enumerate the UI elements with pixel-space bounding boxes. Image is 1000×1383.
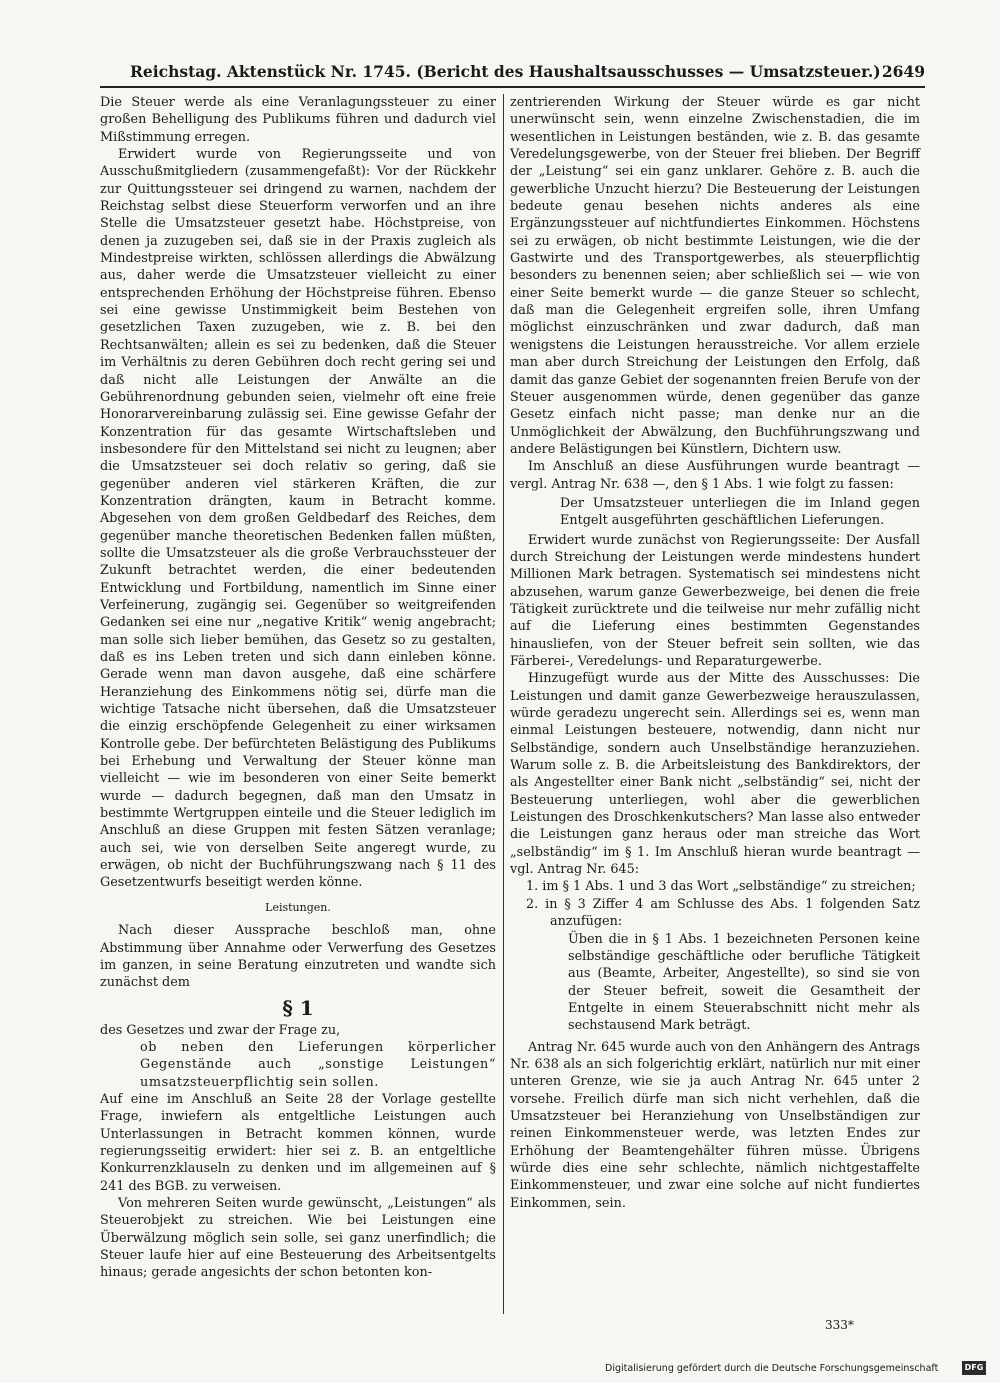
- page-number: 2649: [881, 62, 925, 81]
- left-column: [100, 94, 496, 1282]
- paragraph: zentrierenden Wirkung der Steuer würde es gar nicht unerwünscht sein, wenn einzelne Zwischenstadien, die im wesentlichen in Leistungen beständen, wie z. B. das gesamte Veredelungsgewerbe, von der Steuer frei blieben. Der Begriff der „Leistung“ sei ein ganz unklarer. Gehöre z. B. auch die gewerbliche Unzucht hierzu? Die Besteuerung der Leistungen bedeute genau besehen nichts anderes als eine Ergänzungssteuer auf nichtfundiertes Einkommen. Höchstens sei zu erwägen, ob nicht bestimmte Leistungen, wie die der Gastwirte und des Transportgewerbes, als steuerpflichtig besonders zu benennen seien; aber schließlich sei — wie von einer Seite bemerkt wurde — die ganze Steuer so schlecht, daß man die Gelegenheit ergreifen solle, ihren Umfang möglichst einzuschränken und zwar dadurch, daß man wenigstens die Leistungen herausstreiche. Vor allem erziele man aber durch Streichung der Leistungen den Erfolg, daß damit das ganze Gebiet der sogenannten freien Berufe von der Steuer ausgenommen würde, denen gegenüber das ganze Gesetz einfach nicht passe; man denke nur an die Unmöglichkeit der Abwälzung, den Buchführungszwang und andere Belästigungen bei Künstlern, Dichtern usw.: [510, 95, 920, 457]
- block-quote: Üben die in § 1 Abs. 1 bezeichneten Personen keine selbständige geschäftliche oder berufliche Tätigkeit aus (Beamte, Arbeiter, Angestellte), so sind sie von der Steuer befreit, soweit die Gesamtheit der Entgelte in einem Steuerabschnitt nicht mehr als sechstausend Mark beträgt.: [568, 931, 920, 1034]
- block-quote: Der Umsatzsteuer unterliegen die im Inland gegen Entgelt ausgeführten geschäftlichen Lieferungen.: [560, 495, 920, 529]
- header-title: Reichstag. Aktenstück Nr. 1745. (Bericht des Haushaltsausschusses — Umsatzsteuer.): [130, 62, 881, 81]
- subheading: Leistungen.: [265, 900, 331, 914]
- paragraph: Auf eine im Anschluß an Seite 28 der Vorlage gestellte Frage, inwiefern als entgeltliche Leistungen auch Unterlassungen in Betracht kommen können, wurde regierungsseitig erwidert: hier sei z. B. an entgeltliche Konkurrenzklauseln zu denken und im allgemeinen auf § 241 des BGB. zu verweisen.: [100, 1091, 496, 1194]
- dfg-logo: [962, 1361, 986, 1375]
- section-heading: § 1: [282, 995, 314, 1020]
- dfg-logo-text: DFG: [964, 1363, 984, 1372]
- paragraph: des Gesetzes und zwar der Frage zu,: [100, 1022, 341, 1038]
- folio-mark: 333*: [825, 1318, 854, 1332]
- paragraph: Die Steuer werde als eine Veranlagungssteuer zu einer großen Behelligung des Publikums führen und dadurch viel Mißstimmung erregen.: [100, 95, 496, 145]
- paragraph: Hinzugefügt wurde aus der Mitte des Ausschusses: Die Leistungen und damit ganze Gewerbezweige herauszulassen, würde geradezu ungerecht sein. Allerdings sei es, wenn man einmal Leistungen besteuere, notwendig, dann nicht nur Selbständige, sondern auch Unselbständige heranzuziehen. Warum solle z. B. die Arbeitsleistung des Bankdirektors, der als Angestellter einer Bank nicht „selbständig“ sei, nicht der Besteuerung unterliegen, wohl aber die gewerblichen Leistungen des Droschkenkutschers? Man lasse also entweder die Leistungen ganz heraus oder man streiche das Wort „selbständig“ im § 1. Im Anschluß hieran wurde beantragt — vgl. Antrag Nr. 645:: [510, 671, 920, 878]
- list-item: 2. in § 3 Ziffer 4 am Schlusse des Abs. 1 folgenden Satz anzufügen:: [526, 896, 920, 930]
- paragraph: Erwidert wurde zunächst von Regierungsseite: Der Ausfall durch Streichung der Leistungen werde mindestens hundert Millionen Mark betragen. Systematisch sei mindestens nicht abzusehen, warum ganze Gewerbezweige, bei denen die freie Tätigkeit zurücktrete und die teilweise nur mehr zufällig nicht auf die Lieferung eines bestimmten Gegenstandes hinausliefen, von der Steuer befreit sein sollten, wie das Färberei-, Veredelungs- und Reparaturgewerbe.: [510, 532, 920, 669]
- right-column: [510, 94, 920, 1212]
- paragraph: Von mehreren Seiten wurde gewünscht, „Leistungen“ als Steuerobjekt zu streichen. Wie bei Leistungen eine Überwälzung möglich sein solle, sei ganz unerfindlich; die Steuer laufe hier auf eine Besteuerung des Arbeitsentgelts hinaus; gerade angesichts der schon betonten kon-: [100, 1195, 496, 1281]
- paragraph: Erwidert wurde von Regierungsseite und von Ausschußmitgliedern (zusammengefaßt): Vor der Rückkehr zur Quittungssteuer sei dringend zu warnen, nachdem der Reichstag selbst diese Steuerform verworfen und an ihre Stelle die Umsatzsteuer gesetzt habe. Höchstpreise, von denen ja zuzugeben sei, daß sie in der Praxis zugleich als Mindestpreise wirkten, schlössen allerdings die Abwälzung aus, daher werde die Umsatzsteuer vielleicht zu einer entsprechenden Erhöhung der Höchstpreise führen. Ebenso sei eine gewisse Unstimmigkeit beim Bestehen von gesetzlichen Taxen zuzugeben, wie z. B. bei den Rechtsanwälten; allein es sei zu bedenken, daß die Steuer im Verhältnis zu deren Gebühren doch recht gering sei und daß nicht alle Leistungen der Anwälte an die Gebührenordnung gebunden seien, vielmehr oft eine freie Honorarvereinbarung zulässig sei. Eine gewisse Gefahr der Konzentration für das gesamte Wirtschaftsleben und insbesondere für den Mittelstand sei nicht zu leugnen; aber die Umsatzsteuer sei doch relativ so gering, daß sie gegenüber anderen viel stärkeren Kräften, die zur Konzentration drängten, kaum in Betracht komme. Abgesehen von dem großen Geldbedarf des Reiches, dem gegenüber manche theoretischen Bedenken fallen müßten, sollte die Umsatzsteuer als die große Verbrauchssteuer der Zukunft betrachtet werden, die einer bedeutenden Entwicklung und Fortbildung, namentlich im Sinne einer Verfeinerung, zugängig sei. Gegenüber so weitgreifenden Gedanken sei eine nur „negative Kritik“ wenig angebracht; man solle sich lieber bemühen, das Gesetz so zu gestalten, daß es ins Leben treten und sich dann einleben könne. Gerade wenn man davon ausgehe, daß eine schärfere Heranziehung des Einkommens nötig sei, dürfe man die wichtige Tatsache nicht übersehen, daß die Umsatzsteuer die einzig erschöpfende Gelegenheit zu einer wirksamen Kontrolle gebe. Der befürchteten Belästigung des Publikums bei Erhebung und Verwaltung der Steuer könne man vielleicht — wie im besonderen von einer Seite bemerkt wurde — dadurch begegnen, daß man den Umsatz in bestimmte Wertgruppen einteile und die Steuer lediglich im Anschluß an diese Gruppen mit festen Sätzen veranlage; auch sei, wie von derselben Seite angeregt wurde, zu erwägen, ob nicht der Buchführungszwang nach § 11 des Gesetzentwurfs beseitigt werden könne.: [100, 147, 496, 891]
- footer-credit: Digitalisierung gefördert durch die Deutsche Forschungsgemeinschaft: [605, 1363, 939, 1374]
- header-rule: [100, 86, 925, 88]
- column-divider: [503, 94, 504, 1314]
- block-quote: ob neben den Lieferungen körperlicher Gegenstände auch „sonstige Leistungen“ umsatzsteuerpflichtig sein sollen.: [140, 1039, 496, 1090]
- paragraph: Nach dieser Aussprache beschloß man, ohne Abstimmung über Annahme oder Verwerfung des Gesetzes im ganzen, in seine Beratung einzutreten und wandte sich zunächst dem: [100, 923, 496, 991]
- list-item: 1. im § 1 Abs. 1 und 3 das Wort „selbständige“ zu streichen;: [526, 879, 916, 895]
- running-header: [100, 62, 925, 84]
- paragraph: Im Anschluß an diese Ausführungen wurde beantragt — vergl. Antrag Nr. 638 —, den § 1 Abs. 1 wie folgt zu fassen:: [510, 459, 920, 492]
- paragraph: Antrag Nr. 645 wurde auch von den Anhängern des Antrags Nr. 638 als an sich folgerichtig erklärt, natürlich nur mit einer unteren Grenze, wie sie ja auch Antrag Nr. 645 unter 2 vorsehe. Freilich dürfe man sich nicht verhehlen, daß die Umsatzsteuer bei Heranziehung von Unselbständigen zur reinen Einkommensteuer werde, was letzten Endes zur Erhöhung der Beamtengehälter führen müsse. Übrigens würde dies eine sehr schlechte, nämlich nichtgestaffelte Einkommensteuer, und zwar eine solche auf nicht fundiertes Einkommen, sein.: [510, 1039, 920, 1211]
